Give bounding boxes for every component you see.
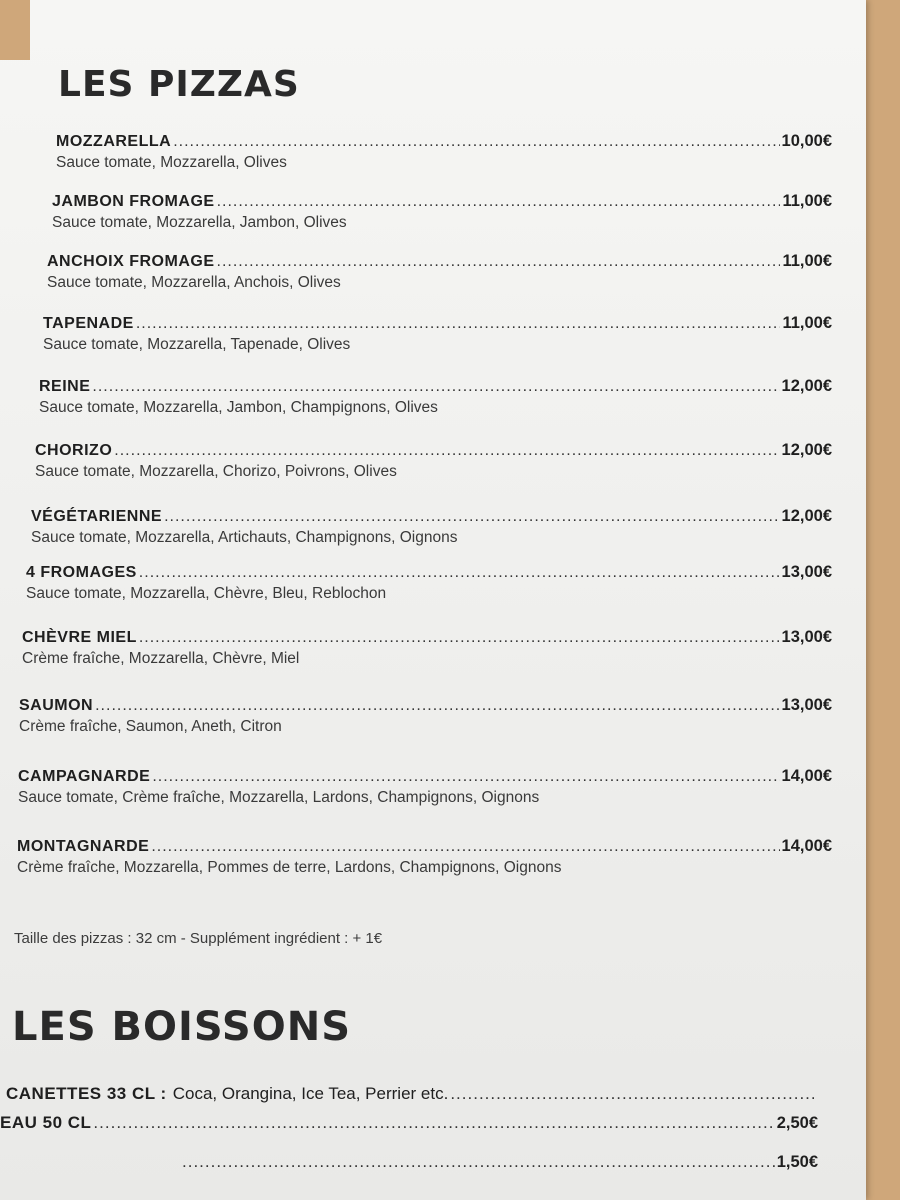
- pizza-item: [0, 192, 840, 250]
- pizza-item: [0, 441, 840, 499]
- drink-item: [180, 1152, 818, 1172]
- pizza-description: Sauce tomate, Mozzarella, Artichauts, Champignons, Oignons: [31, 529, 458, 546]
- drink-name: CANETTES 33 CL :: [6, 1084, 167, 1103]
- pizza-item: [0, 132, 840, 190]
- pizza-price: 14,00€: [781, 837, 832, 855]
- pizza-item: [0, 314, 840, 372]
- drink-varieties: Coca, Orangina, Ice Tea, Perrier etc.: [172, 1084, 449, 1103]
- leader-dots: [136, 315, 781, 333]
- drink-item: [6, 1084, 816, 1104]
- pizza-item: [0, 767, 840, 825]
- pizza-description: Sauce tomate, Mozzarella, Jambon, Champignons, Olives: [39, 399, 438, 416]
- pizza-description: Crème fraîche, Saumon, Aneth, Citron: [19, 718, 282, 735]
- pizza-description: Sauce tomate, Mozzarella, Chèvre, Bleu, Reblochon: [26, 585, 387, 602]
- pizza-size-note: Taille des pizzas : 32 cm - Supplément ingrédient : + 1€: [14, 930, 383, 947]
- leader-dots: [450, 1084, 814, 1104]
- pizza-name: ANCHOIX FROMAGE: [47, 253, 215, 270]
- leader-dots: [114, 442, 779, 460]
- leader-dots: [182, 1152, 775, 1172]
- pizza-name: MONTAGNARDE: [17, 838, 150, 855]
- table-background: [0, 0, 30, 60]
- pizza-name: SAUMON: [19, 697, 94, 714]
- pizza-price: 11,00€: [782, 314, 832, 332]
- pizza-price: 12,00€: [781, 441, 832, 459]
- pizza-name: REINE: [39, 378, 91, 395]
- pizza-item: [0, 696, 840, 754]
- pizza-item: [0, 377, 840, 435]
- pizza-item: [0, 563, 840, 621]
- pizza-item: [0, 252, 840, 310]
- pizza-price: 12,00€: [781, 377, 832, 395]
- leader-dots: [152, 768, 779, 786]
- pizza-description: Sauce tomate, Mozzarella, Olives: [56, 154, 287, 171]
- drink-name: EAU 50 CL: [0, 1113, 92, 1132]
- pizza-name: TAPENADE: [43, 315, 134, 332]
- pizza-name: CHORIZO: [35, 442, 113, 459]
- pizza-name: MOZZARELLA: [56, 133, 172, 150]
- pizza-description: Crème fraîche, Mozzarella, Chèvre, Miel: [22, 650, 300, 667]
- pizza-price: 10,00€: [781, 132, 832, 150]
- pizza-name: JAMBON FROMAGE: [52, 193, 215, 210]
- leader-dots: [92, 378, 779, 396]
- pizza-price: 11,00€: [782, 252, 832, 270]
- pizza-price: 13,00€: [781, 628, 832, 646]
- drinks-title: LES BOISSONS: [12, 1004, 352, 1050]
- pizza-name: CAMPAGNARDE: [18, 768, 151, 785]
- pizza-name: CHÈVRE MIEL: [22, 629, 137, 646]
- leader-dots: [217, 253, 781, 271]
- drink-price: 1,50€: [776, 1153, 818, 1171]
- pizza-price: 11,00€: [782, 192, 832, 210]
- pizza-item: [0, 837, 840, 895]
- pizza-item: [0, 507, 840, 565]
- pizza-name: VÉGÉTARIENNE: [31, 508, 163, 525]
- pizza-price: 14,00€: [781, 767, 832, 785]
- leader-dots: [139, 564, 780, 582]
- pizza-description: Crème fraîche, Mozzarella, Pommes de terre, Lardons, Champignons, Oignons: [17, 859, 562, 876]
- pizza-description: Sauce tomate, Mozzarella, Chorizo, Poivrons, Olives: [35, 463, 397, 480]
- drink-item: [0, 1113, 818, 1133]
- pizza-name: 4 FROMAGES: [26, 564, 137, 581]
- pizza-price: 13,00€: [781, 563, 832, 581]
- pizza-item: [0, 628, 840, 686]
- leader-dots: [164, 508, 779, 526]
- pizza-description: Sauce tomate, Crème fraîche, Mozzarella, Lardons, Champignons, Oignons: [18, 789, 540, 806]
- pizza-description: Sauce tomate, Mozzarella, Tapenade, Olives: [43, 336, 351, 353]
- leader-dots: [151, 838, 779, 856]
- leader-dots: [139, 629, 780, 647]
- pizza-description: Sauce tomate, Mozzarella, Jambon, Olives: [52, 214, 347, 231]
- leader-dots: [173, 133, 779, 151]
- pizzas-title: LES PIZZAS: [58, 64, 300, 105]
- leader-dots: [93, 1113, 774, 1133]
- pizza-price: 13,00€: [781, 696, 832, 714]
- pizza-description: Sauce tomate, Mozzarella, Anchois, Olives: [47, 274, 341, 291]
- drink-price: 2,50€: [776, 1114, 818, 1132]
- leader-dots: [217, 193, 781, 211]
- leader-dots: [95, 697, 779, 715]
- pizza-price: 12,00€: [781, 507, 832, 525]
